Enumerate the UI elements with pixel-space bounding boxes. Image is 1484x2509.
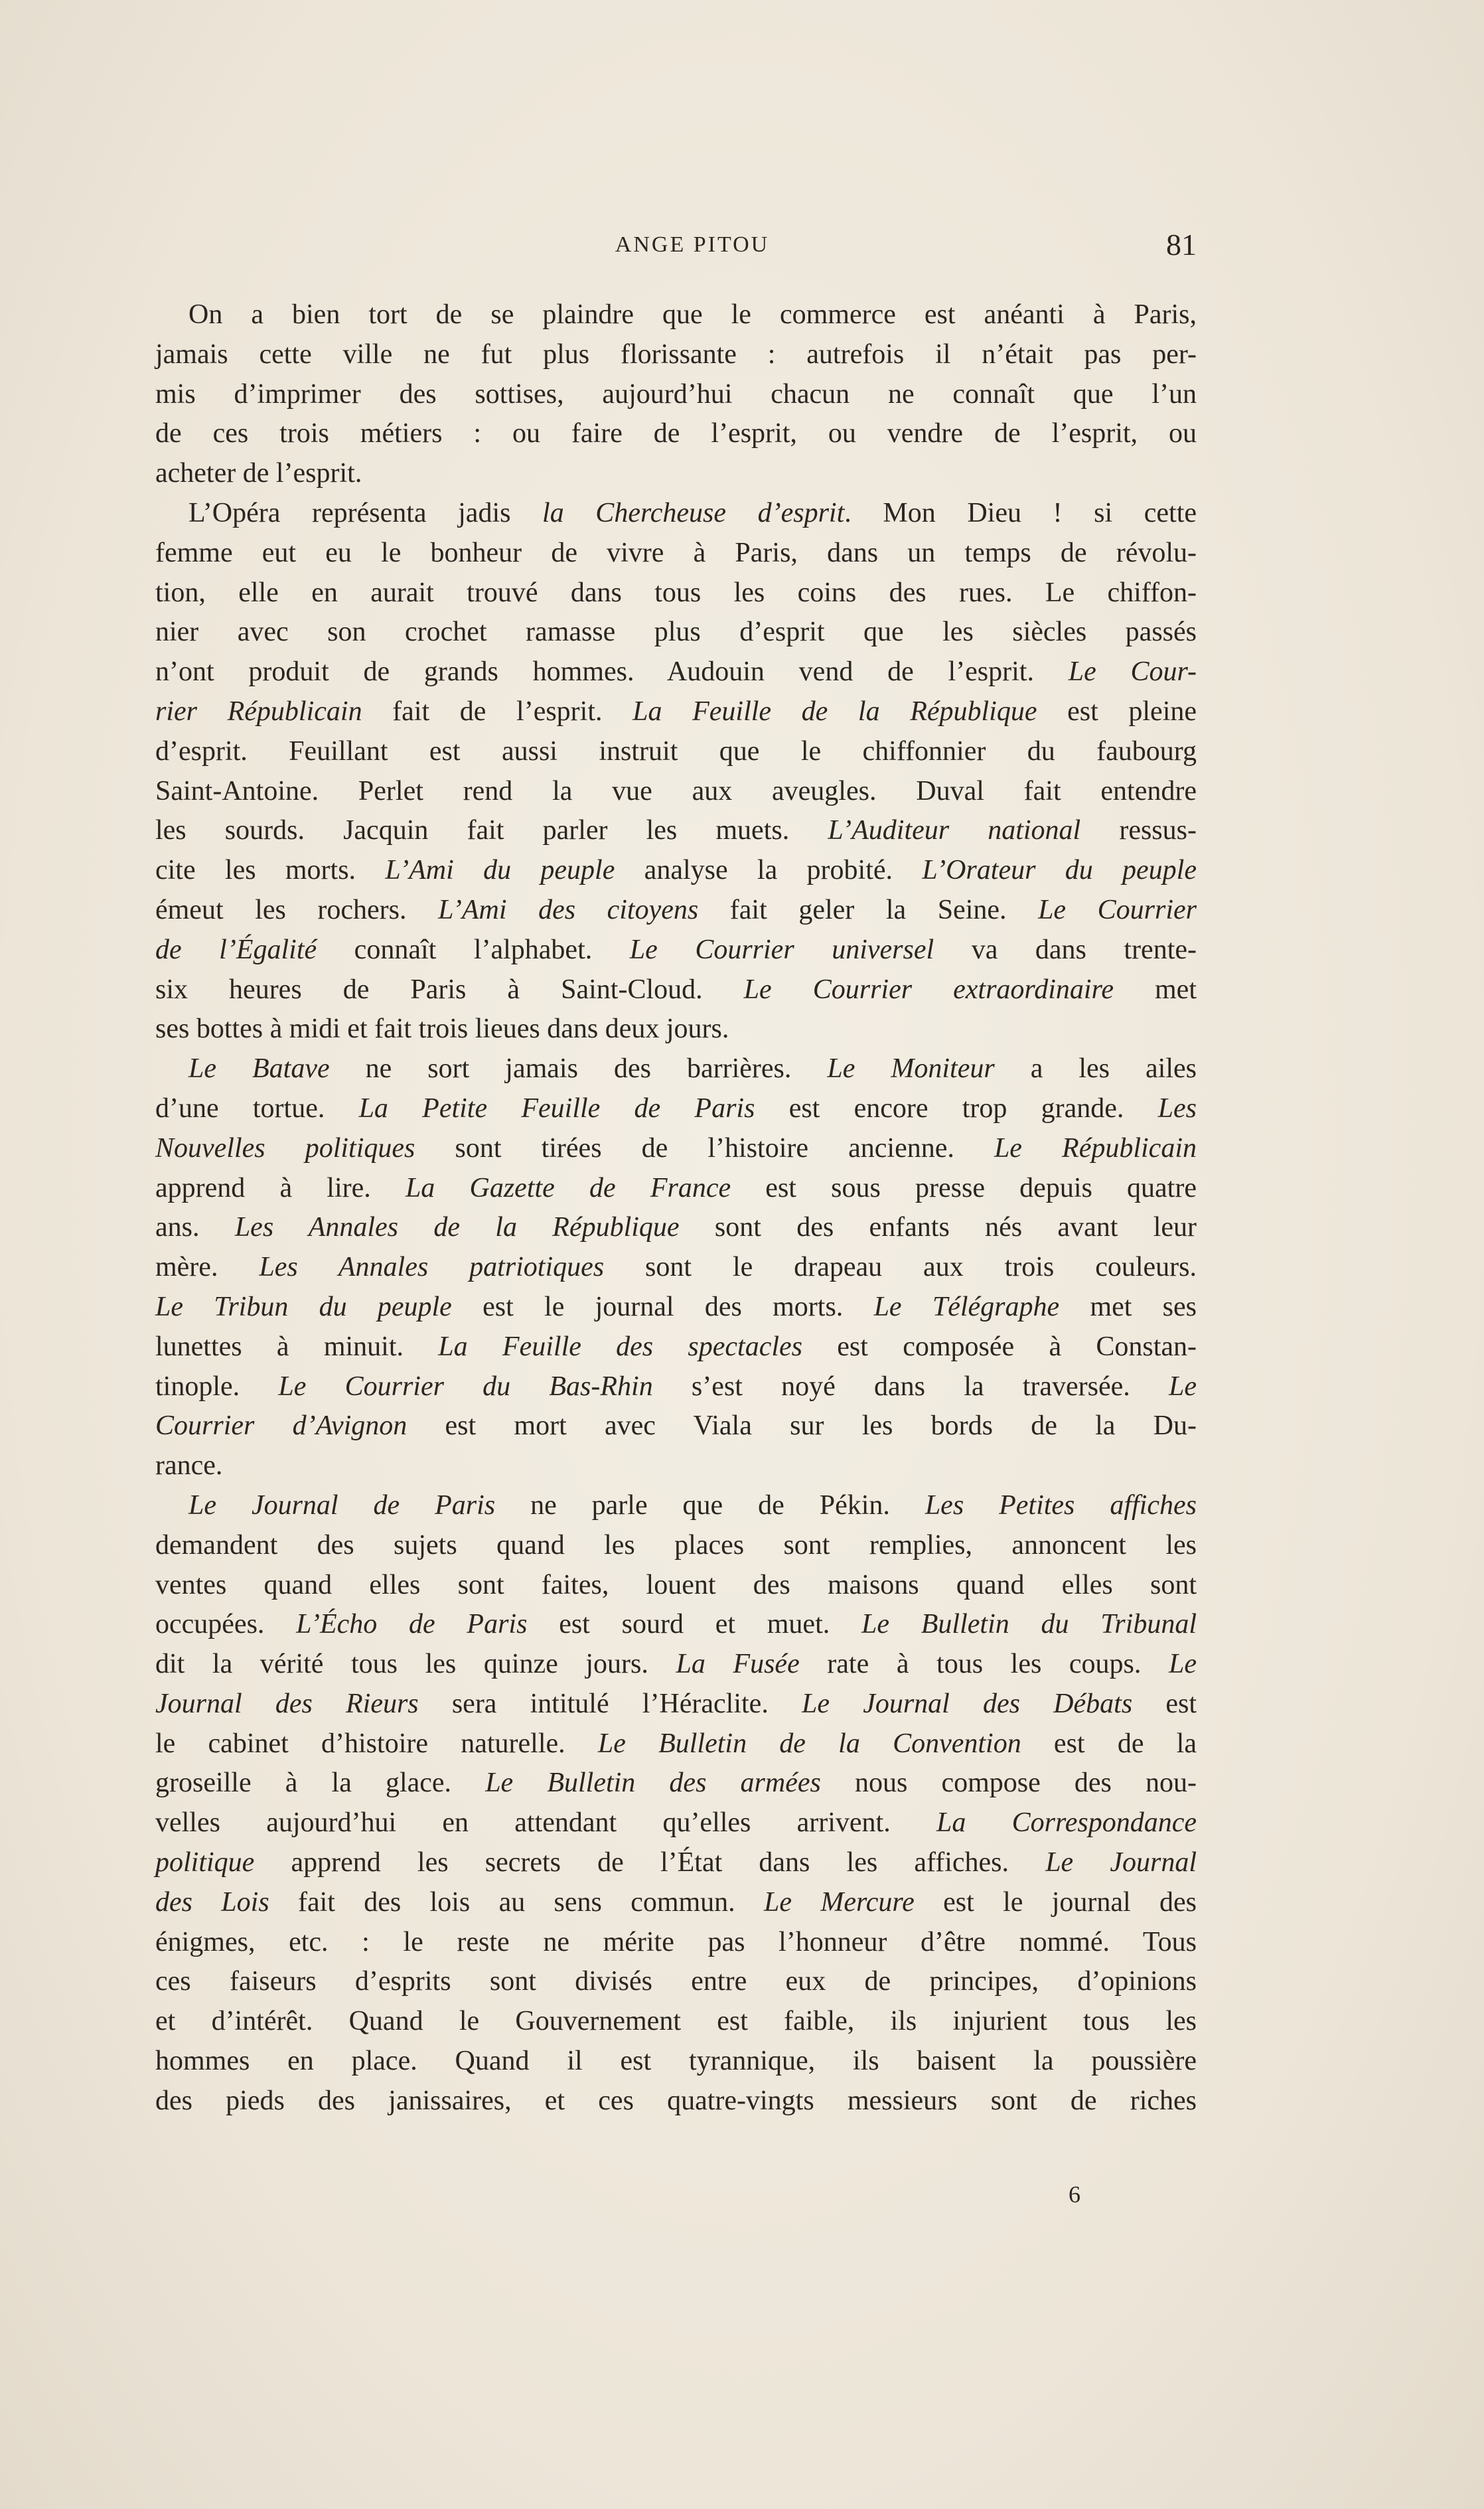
text-line [155, 335, 1197, 375]
text-line [155, 970, 1197, 1010]
italic-title-text: Les [1157, 1093, 1197, 1124]
text-run: et d’intérêt. Quand le Gouvernement est faible, ils injurient tous les [155, 2006, 1197, 2037]
text-line [155, 1803, 1197, 1843]
text-run: ne sort jamais des barrières. [329, 1053, 828, 1085]
text-run: est le journal des morts. [451, 1291, 874, 1322]
text-run: mis d’imprimer des sottises, aujourd’hui chacun ne connaît que l’un [155, 378, 1197, 410]
text-run: est encore trop grande. [755, 1093, 1158, 1124]
text-run: acheter de l’esprit. [155, 458, 362, 489]
text-run: est de la [1021, 1728, 1197, 1759]
text-run: mère. [155, 1252, 260, 1283]
text-line [155, 1724, 1197, 1764]
text-run: sont des enfants nés avant leur [679, 1212, 1197, 1243]
italic-title-text: La Petite Feuille de Paris [358, 1093, 755, 1124]
text-line [155, 1843, 1197, 1883]
italic-title-text: Le Journal [1045, 1847, 1197, 1878]
text-run: est pleine [1037, 696, 1197, 727]
text-line [155, 692, 1197, 732]
text-run: demandent des sujets quand les places sont remplies, annoncent les [155, 1529, 1197, 1560]
text-run: émeut les rochers. [155, 894, 439, 925]
text-run: lunettes à minuit. [155, 1331, 439, 1362]
italic-title-text: L’Ami du peuple [385, 855, 615, 886]
italic-title-text: Le [1169, 1371, 1197, 1402]
text-run: velles aujourd’hui en attendant qu’elles arrivent. [155, 1807, 936, 1839]
page-number: 81 [1166, 228, 1197, 262]
paragraph [155, 295, 1197, 494]
text-run: est sous presse depuis quatre [731, 1172, 1197, 1203]
text-line [155, 1645, 1197, 1685]
text-run: hommes en place. Quand il est tyrannique, ils baisent la poussière [155, 2046, 1197, 2077]
text-run: six heures de Paris à Saint-Cloud. [155, 974, 744, 1005]
italic-title-text: L’Orateur du peuple [922, 855, 1197, 886]
italic-title-text: L’Écho de Paris [296, 1609, 528, 1640]
text-line [155, 1407, 1197, 1446]
text-run: ces faiseurs d’esprits sont divisés entre eux de principes, d’opinions [155, 1966, 1197, 1997]
text-line [155, 1288, 1197, 1328]
italic-title-text: Le Bulletin du Tribunal [861, 1609, 1197, 1640]
text-line [155, 295, 1197, 335]
text-run: analyse la probité. [615, 855, 923, 886]
text-run: sera intitulé l’Héraclite. [418, 1688, 802, 1719]
paragraph [155, 1486, 1197, 2121]
italic-title-text: Le Batave [188, 1053, 330, 1085]
text-run: a les ailes [994, 1053, 1197, 1085]
text-line [155, 772, 1197, 812]
italic-title-text: La Gazette de France [405, 1172, 731, 1203]
text-run: ressus- [1080, 815, 1197, 846]
text-line [155, 454, 1197, 494]
paragraph [155, 1049, 1197, 1486]
text-run: énigmes, etc. : le reste ne mérite pas l’honneur d’être nommé. Tous [155, 1926, 1197, 1957]
text-run: ventes quand elles sont faites, louent des maisons quand elles sont [155, 1569, 1197, 1600]
text-line [155, 652, 1197, 692]
italic-title-text: Le Courrier universel [629, 934, 934, 965]
text-run: rate à tous les coups. [799, 1649, 1169, 1680]
text-run: tion, elle en aurait trouvé dans tous les coins des rues. Le chiffon- [155, 577, 1197, 608]
text-line [155, 2082, 1197, 2121]
text-run: groseille à la glace. [155, 1768, 486, 1799]
text-run: met [1113, 974, 1197, 1005]
italic-title-text: Le Courrier du Bas-Rhin [278, 1371, 653, 1402]
italic-title-text: des Lois [155, 1886, 269, 1918]
italic-title-text: L’Ami des citoyens [438, 894, 699, 925]
text-line [155, 891, 1197, 931]
text-line [155, 1129, 1197, 1169]
italic-title-text: Les Annales de la République [234, 1212, 680, 1243]
text-line [155, 375, 1197, 415]
text-run: dit la vérité tous les quinze jours. [155, 1649, 676, 1680]
italic-title-text: politique [155, 1847, 255, 1878]
italic-title-text: de l’Égalité [155, 934, 317, 965]
italic-title-text: Le Mercure [764, 1886, 915, 1918]
text-line [155, 2042, 1197, 2082]
text-run: occupées. [155, 1609, 297, 1640]
italic-title-text: Le Cour- [1068, 656, 1197, 688]
text-run: . Mon Dieu ! si cette [844, 497, 1197, 528]
text-line [155, 732, 1197, 772]
italic-title-text: Le Journal de Paris [188, 1489, 496, 1521]
text-line [155, 1328, 1197, 1367]
text-line [155, 1685, 1197, 1724]
text-run: va dans trente- [934, 934, 1197, 965]
text-run: connaît l’alphabet. [317, 934, 630, 965]
italic-title-text: Le Bulletin de la Convention [597, 1728, 1021, 1759]
text-line [155, 1962, 1197, 2002]
text-run: fait de l’esprit. [362, 696, 633, 727]
italic-title-text: La Fusée [676, 1649, 800, 1680]
italic-title-text: rier Républicain [155, 696, 362, 727]
italic-title-text: Le Journal des Débats [802, 1688, 1133, 1719]
text-run: d’une tortue. [155, 1093, 359, 1124]
text-run: jamais cette ville ne fut plus florissante : autrefois il n’était pas per- [155, 339, 1197, 370]
text-line [155, 931, 1197, 970]
paragraph [155, 494, 1197, 1049]
italic-title-text: Courrier d’Avignon [155, 1410, 408, 1442]
text-run: est le journal des [914, 1886, 1197, 1918]
text-run: apprend à lire. [155, 1172, 406, 1203]
text-line [155, 534, 1197, 573]
italic-title-text: la Chercheuse d’esprit [542, 497, 845, 528]
italic-title-text: Les Petites affiches [925, 1489, 1197, 1521]
text-run: d’esprit. Feuillant est aussi instruit que le chiffonnier du faubourg [155, 735, 1197, 767]
text-line [155, 1010, 1197, 1049]
text-run: sont tirées de l’histoire ancienne. [415, 1132, 994, 1164]
text-run: ne parle que de Pékin. [495, 1489, 925, 1521]
text-run: nier avec son crochet ramasse plus d’esprit que les siècles passés [155, 617, 1197, 648]
text-run: cite les morts. [155, 855, 386, 886]
text-line [155, 1526, 1197, 1566]
italic-title-text: Le Courrier [1038, 894, 1197, 925]
text-line [155, 1367, 1197, 1407]
italic-title-text: La Feuille de la République [632, 696, 1037, 727]
text-run: On a bien tort de se plaindre que le commerce est anéanti à Paris, [188, 299, 1197, 330]
text-line [155, 1089, 1197, 1129]
text-run: s’est noyé dans la traversée. [652, 1371, 1169, 1402]
italic-title-text: Les Annales patriotiques [259, 1252, 605, 1283]
text-line [155, 1923, 1197, 1963]
italic-title-text: Le Courrier extraordinaire [743, 974, 1114, 1005]
body-text [155, 295, 1197, 2121]
text-line [155, 1605, 1197, 1645]
text-line [155, 1486, 1197, 1526]
text-run: n’ont produit de grands hommes. Audouin vend de l’esprit. [155, 656, 1069, 688]
text-run: est sourd et muet. [527, 1609, 862, 1640]
text-line [155, 851, 1197, 891]
text-line [155, 573, 1197, 613]
text-run: nous compose des nou- [820, 1768, 1197, 1799]
text-run: fait des lois au sens commun. [269, 1886, 765, 1918]
text-run: rance. [155, 1450, 223, 1482]
text-run: apprend les secrets de l’État dans les affiches. [254, 1847, 1046, 1878]
text-line [155, 613, 1197, 652]
italic-title-text: Nouvelles politiques [155, 1132, 415, 1164]
text-line [155, 1248, 1197, 1288]
text-run: de ces trois métiers : ou faire de l’esprit, ou vendre de l’esprit, ou [155, 418, 1197, 449]
italic-title-text: Le Tribun du peuple [155, 1291, 452, 1322]
text-run: ans. [155, 1212, 235, 1243]
text-run: est [1132, 1688, 1197, 1719]
italic-title-text: Le [1168, 1649, 1197, 1680]
text-run: femme eut eu le bonheur de vivre à Paris, dans un temps de révolu- [155, 537, 1197, 568]
text-line [155, 1049, 1197, 1089]
text-run: L’Opéra représenta jadis [188, 497, 543, 528]
italic-title-text: La Feuille des spectacles [438, 1331, 803, 1362]
text-line [155, 1169, 1197, 1209]
text-line [155, 2002, 1197, 2042]
text-run: tinople. [155, 1371, 279, 1402]
italic-title-text: Le Télégraphe [873, 1291, 1060, 1322]
italic-title-text: Le Républicain [994, 1132, 1197, 1164]
text-line [155, 1566, 1197, 1606]
text-run: sont le drapeau aux trois couleurs. [604, 1252, 1197, 1283]
text-run: le cabinet d’histoire naturelle. [155, 1728, 598, 1759]
text-run: fait geler la Seine. [698, 894, 1039, 925]
text-run: met ses [1059, 1291, 1197, 1322]
text-line [155, 414, 1197, 454]
text-line [155, 494, 1197, 534]
text-run: Saint-Antoine. Perlet rend la vue aux aveugles. Duval fait entendre [155, 775, 1197, 806]
italic-title-text: L’Auditeur national [828, 815, 1081, 846]
running-title: ANGE PITOU [615, 232, 770, 257]
italic-title-text: Le Moniteur [827, 1053, 995, 1085]
text-line [155, 811, 1197, 851]
italic-title-text: Journal des Rieurs [155, 1688, 419, 1719]
text-run: ses bottes à midi et fait trois lieues dans deux jours. [155, 1014, 729, 1045]
text-line [155, 1764, 1197, 1803]
text-line [155, 1208, 1197, 1248]
text-run: est mort avec Viala sur les bords de la Du- [407, 1410, 1197, 1442]
italic-title-text: La Correspondance [936, 1807, 1197, 1839]
text-run: les sourds. Jacquin fait parler les muets. [155, 815, 828, 846]
text-run: est composée à Constan- [802, 1331, 1197, 1362]
text-line [155, 1446, 1197, 1486]
text-line [155, 1883, 1197, 1923]
signature-mark: 6 [1069, 2181, 1080, 2208]
italic-title-text: Le Bulletin des armées [485, 1768, 821, 1799]
text-run: des pieds des janissaires, et ces quatre-vingts messieurs sont de riches [155, 2085, 1197, 2116]
